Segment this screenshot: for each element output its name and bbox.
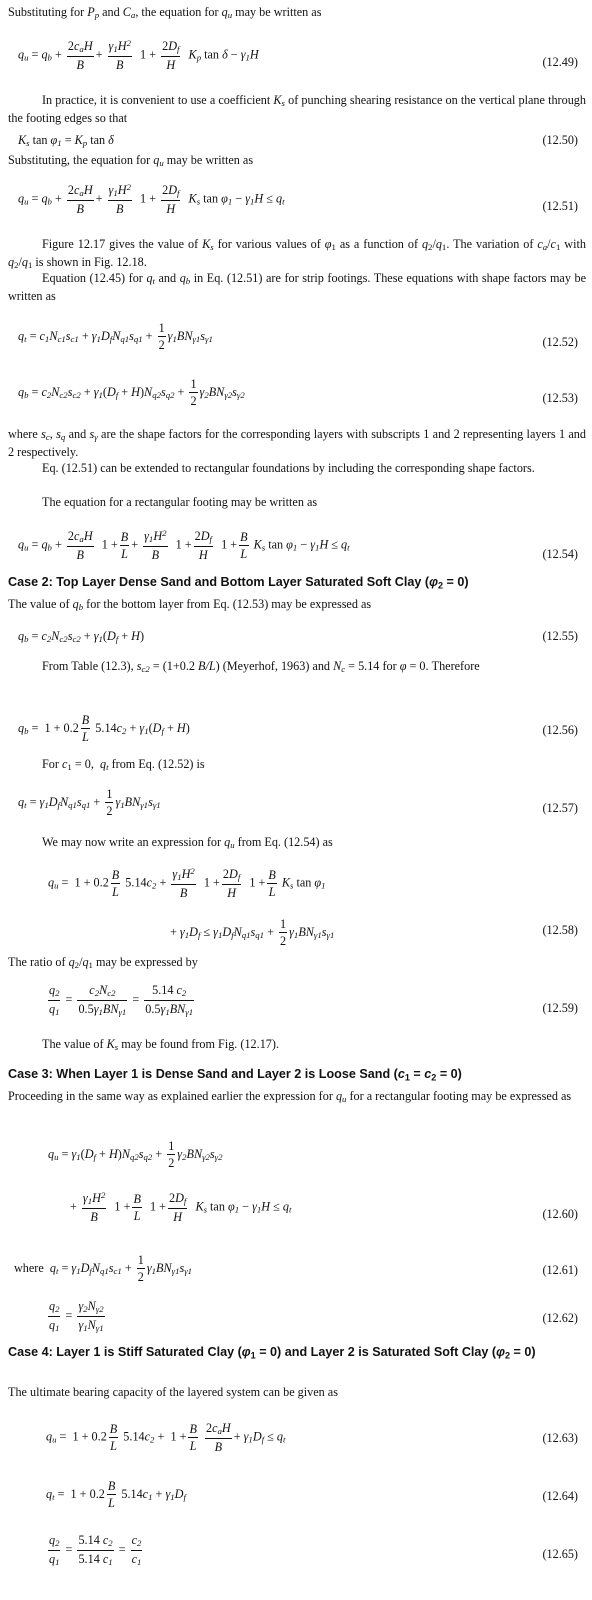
equation-12-64: $q_t = 1 + 0.2$ $\frac{B}{L}$ $5.14c_1 + \gamma_1D_f$ [46, 1479, 186, 1511]
equation-12-57: $q_t = \gamma_1D_fN_{q1}s_{q1}$ + $\frac{1}{2}$ $\gamma_1BN_{\gamma 1}s_{\gamma 1}$ [18, 787, 161, 819]
equation-number: (12.58) [542, 923, 578, 937]
equation-12-54: $q_u = q_b$ + $\frac{2c_aH}{B}$ 1 + $\frac{B}{L}$ + $\frac{\gamma_1H^2}{B}$ 1 + $\frac{2D_f}{H}$ 1 + $\frac{B}{L}$ $K_s$ $\tan \varphi_1 - \gamma_1H \le q_t$ [18, 528, 350, 563]
paragraph: The ratio of $q_2/q_1$ may be expressed by [8, 955, 198, 971]
equation-12-49: $q_u = q_b$ + $\frac{2c_aH}{B}$ + $\frac{\gamma_1H^2}{B}$ 1 + $\frac{2D_f}{H}$ $K_p$ $\tan \delta - \gamma_1H$ [18, 38, 259, 73]
paragraph: where $s_c$, $s_q$ and $s_\gamma$ are the shape factors for the corresponding layers with subscripts 1 and 2 representing layers 1 and 2 respectively. [8, 427, 586, 460]
equation-12-53: $q_b = c_2N_{c2}s_{c2} + \gamma_1(D_f + H)N_{q2}s_{q2}$ + $\frac{1}{2}$ $\gamma_2BN_{\gamma 2}s_{\gamma 2}$ [18, 377, 245, 409]
paragraph: Proceeding in the same way as explained earlier the expression for $q_u$ for a rectangular footing may be expressed as [8, 1089, 572, 1105]
equation-12-52: $q_t = c_1N_{c1}s_{c1} + \gamma_1D_fN_{q1}s_{q1}$ + $\frac{1}{2}$ $\gamma_1BN_{\gamma 1}s_{\gamma 1}$ [18, 321, 213, 353]
equation-12-55: $q_b = c_2N_{c2}s_{c2} + \gamma_1(D_f + H)$ [18, 629, 145, 645]
equation-12-58-line2: + $\gamma_1D_f \le \gamma_1D_fN_{q1}s_{q1}$ + $\frac{1}{2}$ $\gamma_1BN_{\gamma 1}s_{\gamma 1}$ [170, 917, 335, 949]
equation-12-61: where $q_t = \gamma_1D_fN_{q1}s_{c1}$ + $\frac{1}{2}$ $\gamma_1BN_{\gamma 1}s_{\gamma 1}$ [14, 1253, 193, 1285]
paragraph: Figure 12.17 gives the value of $K_s$ for various values of $\varphi_1$ as a function of $q_2/q_1$. The variation of $c_a/c_1$ with $q_2/q_1$ is shown in Fig. 12.18. [8, 237, 586, 271]
equation-number: (12.49) [542, 55, 578, 69]
paragraph: Equation (12.45) for $q_t$ and $q_b$ in Eq. (12.51) are for strip footings. These equations with shape factors may be written as [8, 271, 586, 304]
paragraph: We may now write an expression for $q_u$ from Eq. (12.54) as [42, 835, 333, 851]
equation-number: (12.65) [542, 1547, 578, 1561]
equation-12-65: $\frac{q_2}{q_1}$ = $\frac{5.14 c_2}{5.14 c_1}$ = $\frac{c_2}{c_1}$ [49, 1533, 142, 1568]
equation-number: (12.57) [542, 801, 578, 815]
equation-number: (12.60) [542, 1207, 578, 1221]
equation-number: (12.64) [542, 1489, 578, 1503]
section-heading: Case 2: Top Layer Dense Sand and Bottom Layer Saturated Soft Clay $(\varphi_2 = 0)$ [8, 575, 469, 591]
section-heading: Case 4: Layer 1 is Stiff Saturated Clay $(\varphi_1 = 0)$ and Layer 2 is Saturated Soft Clay $(\varphi_2 = 0)$ [8, 1345, 536, 1361]
equation-12-60: $q_u = \gamma_1(D_f + H)N_{q2}s_{q2}$ + $\frac{1}{2}$ $\gamma_2BN_{\gamma 2}s_{\gamma 2}$ [48, 1139, 223, 1171]
equation-number: (12.55) [542, 629, 578, 643]
equation-number: (12.63) [542, 1431, 578, 1445]
paragraph: In practice, it is convenient to use a coefficient $K_s$ of punching shearing resistance on the vertical plane through the footing edges so that [8, 93, 586, 126]
equation-number: (12.62) [542, 1311, 578, 1325]
equation-number: (12.52) [542, 335, 578, 349]
equation-number: (12.61) [542, 1263, 578, 1277]
paragraph: Eq. (12.51) can be extended to rectangular foundations by including the corresponding shape factors. [42, 461, 535, 475]
paragraph: From Table (12.3), $s_{c2} = (1+0.2$ B/L) (Meyerhof, 1963) and $N_c = 5.14$ for φ = 0. Therefore [42, 659, 480, 675]
equation-number: (12.53) [542, 391, 578, 405]
equation-12-58: $q_u = 1 + 0.2$ $\frac{B}{L}$ $5.14c_2$ + $\frac{\gamma_1H^2}{B}$ 1 + $\frac{2D_f}{H}$ 1 + $\frac{B}{L}$ $K_s$ $\tan \varphi_1$ [48, 866, 326, 901]
paragraph: Substituting, the equation for $q_u$ may be written as [8, 153, 254, 169]
paragraph: For $c_1 = 0$, $q_t$ from Eq. (12.52) is [42, 757, 205, 773]
equation-12-59: $\frac{q_2}{q_1}$ = $\frac{c_2N_{c2}}{0.5\gamma_1BN_{\gamma 1}}$ = $\frac{5.14 c_2}{0.5\gamma_1BN_{\gamma 1}}$ [49, 983, 194, 1018]
equation-number: (12.50) [542, 133, 578, 147]
equation-number: (12.59) [542, 1001, 578, 1015]
paragraph: The value of $K_s$ may be found from Fig. (12.17). [42, 1037, 279, 1053]
paragraph: The equation for a rectangular footing may be written as [42, 495, 318, 509]
equation-12-62: $\frac{q_2}{q_1}$ = $\frac{\gamma_2N_{\gamma 2}}{\gamma_1N_{\gamma 1}}$ [49, 1299, 104, 1334]
equation-12-51: $q_u = q_b$ + $\frac{2c_aH}{B}$ + $\frac{\gamma_1H^2}{B}$ 1 + $\frac{2D_f}{H}$ $K_s$ $\tan \varphi_1 - \gamma_1H \le q_t$ [18, 182, 285, 217]
section-heading: Case 3: When Layer 1 is Dense Sand and Layer 2 is Loose Sand $(c_1 = c_2 = 0)$ [8, 1067, 462, 1083]
equation-number: (12.51) [542, 199, 578, 213]
equation-number: (12.56) [542, 723, 578, 737]
paragraph: The value of $q_b$ for the bottom layer from Eq. (12.53) may be expressed as [8, 597, 372, 613]
equation-number: (12.54) [542, 547, 578, 561]
paragraph: The ultimate bearing capacity of the layered system can be given as [8, 1385, 338, 1399]
equation-12-63: $q_u = 1 + 0.2$ $\frac{B}{L}$ $5.14c_2 + 1$ + $\frac{B}{L}$ $\frac{2c_aH}{B}$ + $\gamma_1D_f \le q_t$ [46, 1421, 286, 1455]
paragraph: Substituting for $P_p$ and $C_a$, the equation for $q_u$ may be written as [8, 5, 322, 21]
equation-12-50: $K_s$ $\tan \varphi_1 = K_p$ tan δ [18, 133, 114, 149]
equation-12-56: $q_b = 1 + 0.2$ $\frac{B}{L}$ $5.14c_2 + \gamma_1(D_f + H)$ [18, 713, 190, 745]
equation-12-60-line2: + $\frac{\gamma_1H^2}{B}$ 1 + $\frac{B}{L}$ 1 + $\frac{2D_f}{H}$ $K_s$ $\tan \varphi_1 - \gamma_1H \le q_t$ [70, 1190, 292, 1225]
